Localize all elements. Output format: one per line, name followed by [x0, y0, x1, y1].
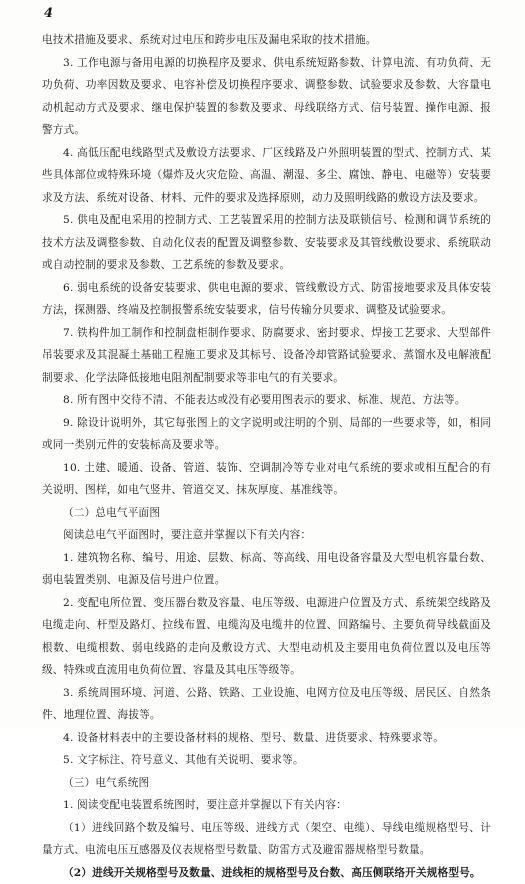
- paragraph: 3. 工作电源与备用电源的切换程序及要求、供电系统短路参数、计算电流、有功负荷、无功负荷、功率因数及要求、电容补偿及切换程序要求、调整参数、试验要求及参数、大容量电动机起动方式及要求、继电保护装置的参数及要求、母线联络方式、信号装置、操作电源、报警方式。: [42, 52, 491, 142]
- paragraph: 5. 供电及配电采用的控制方式、工艺装置采用的控制方法及联锁信号、检测和调节系统的技术方法及调整参数、自动化仪表的配置及调整参数、安装要求及其管线敷设要求、系统联动或自动控制的要求及参数、工艺系统的参数及要求。: [42, 209, 491, 277]
- paragraph: 8. 所有图中交待不清、不能表达或没有必要用图表示的要求、标准、规范、方法等。: [42, 389, 491, 412]
- paragraph: 7. 铁构件加工制作和控制盘柜制作要求、防腐要求、密封要求、焊接工艺要求、大型部件吊装要求及其混凝土基础工程施工要求及其标号、设备冷却管路试验要求、蒸馏水及电解液配制要求、化学法降低接地电阻剂配制要求等非电气的有关要求。: [42, 322, 491, 390]
- paragraph: 阅读总电气平面图时，要注意并掌握以下有关内容：: [42, 524, 491, 547]
- section-heading: （二）总电气平面图: [42, 502, 491, 525]
- paragraph: 4. 设备材料表中的主要设备材料的规格、型号、数量、进货要求、特殊要求等。: [42, 727, 491, 750]
- section-heading: （三）电气系统图: [42, 772, 491, 795]
- paragraph: 9. 除设计说明外，其它每张图上的文字说明或注明的个别、局部的一些要求等，如，相同或同一类别元件的安装标高及要求等。: [42, 412, 491, 457]
- paragraph: （1）进线回路个数及编号、电压等级、进线方式（架空、电缆）、导线电缆规格型号、计量方式、电流电压互感器及仪表规格型号数量、防雷方式及避雷器规格型号数量。: [42, 817, 491, 862]
- paragraph: 10. 土建、暖通、设备、管道、装饰、空调制冷等专业对电气系统的要求或相互配合的有关说明、图样，如电气竖井、管道交叉、抹灰厚度、基准线等。: [42, 457, 491, 502]
- paragraph: 5. 文字标注、符号意义、其他有关说明、要求等。: [42, 749, 491, 772]
- paragraph: 3. 系统周围环境、河道、公路、铁路、工业设施、电网方位及电压等级、居民区、自然条件、地理位置、海拔等。: [42, 682, 491, 727]
- paragraph: 4. 高低压配电线路型式及敷设方法要求、厂区线路及户外照明装置的型式、控制方式、某些具体部位或特殊环境（爆炸及火灾危险、高温、潮湿、多尘、腐蚀、静电、电磁等）安装要求及方法、系统对设备、材料、元件的要求及选择原则，动力及照明线路的敷设方法及要求。: [42, 142, 491, 210]
- page-number: 4: [44, 6, 53, 21]
- paragraph: 电技术措施及要求、系统对过电压和跨步电压及漏电采取的技术措施。: [42, 29, 491, 52]
- paragraph: 2. 变配电所位置、变压器台数及容量、电压等级、电源进户位置及方式、系统架空线路及电缆走向、杆型及路灯、拉线布置、电缆沟及电缆井的位置、回路编号、主要负荷导线截面及根数、电缆根数、弱电线路的走向及敷设方式、大型电动机及主要用电负荷位置以及电压等级、特殊或直流用电负荷位置、容量及其电压等级等。: [42, 592, 491, 682]
- paragraph: 1. 阅读变配电装置系统图时，要注意并掌握以下有关内容：: [42, 794, 491, 817]
- paragraph: 1. 建筑物名称、编号、用途、层数、标高、等高线、用电设备容量及大型电机容量台数、弱电装置类别、电源及信号进户位置。: [42, 547, 491, 592]
- body-text: [42, 29, 491, 884]
- paragraph: （2）进线开关规格型号及数量、进线柜的规格型号及台数、高压侧联络开关规格型号。: [42, 862, 491, 884]
- paragraph: 6. 弱电系统的设备安装要求、供电电源的要求、管线敷设方式、防雷接地要求及具体安装方法，探测器、终端及控制报警系统安装要求，信号传输分贝要求、调整及试验要求。: [42, 277, 491, 322]
